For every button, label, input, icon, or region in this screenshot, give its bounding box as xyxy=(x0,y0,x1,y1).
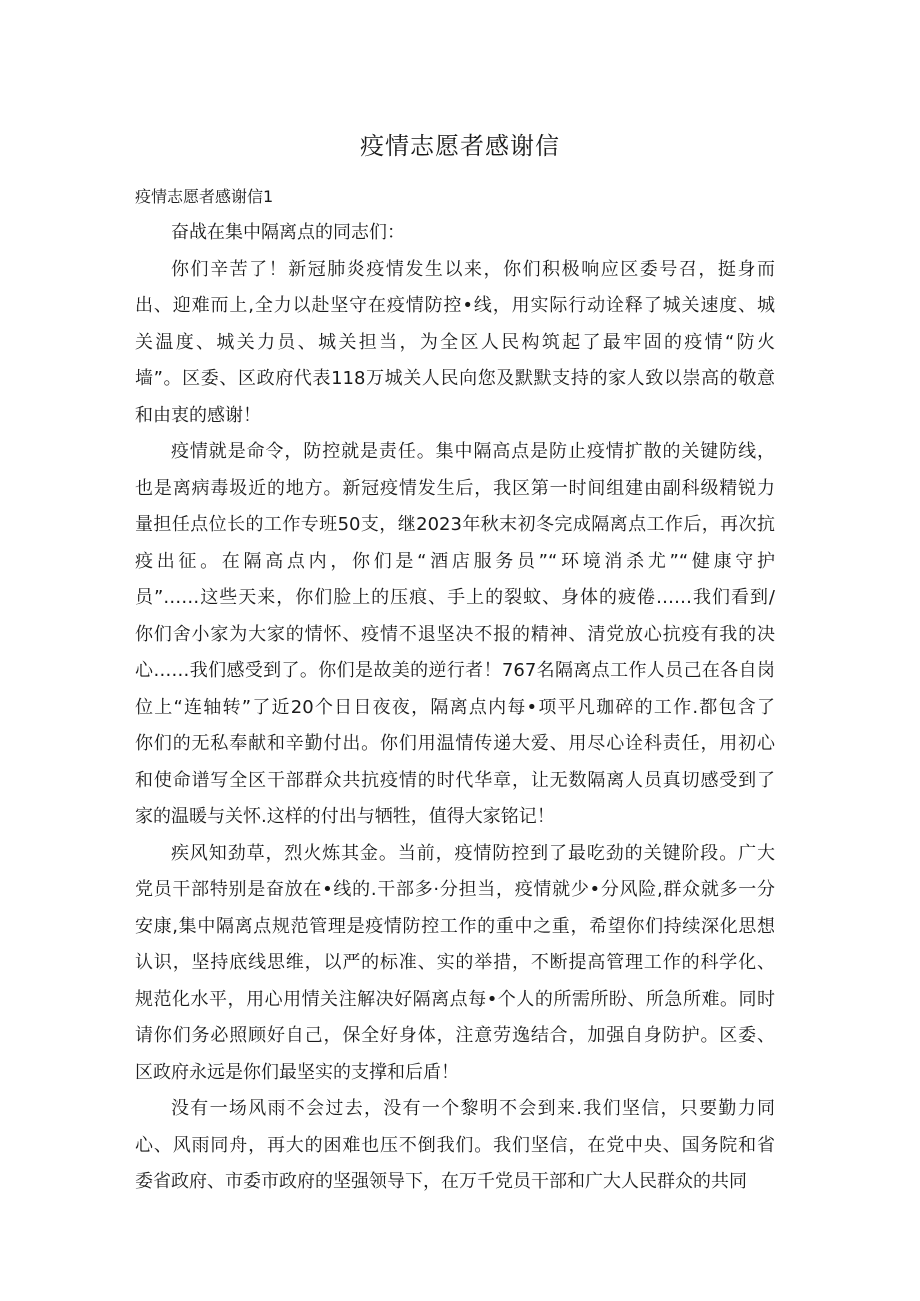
paragraph-line: 员”……这些天来，你们脸上的压痕、手上的裂蚊、身体的疲倦……我们看到/ xyxy=(135,587,775,608)
document-title: 疫情志愿者感谢信 xyxy=(360,132,560,160)
document-subtitle: 疫情志愿者感谢信1 xyxy=(135,187,274,206)
paragraph-line: 出、迎难而上,全力以赴坚守在疫情防控•线，用实际行动诠释了城关速度、城 xyxy=(135,295,775,316)
paragraph-line: 没有一场风雨不会过去，没有一个黎明不会到来.我们坚信，只要勤力同 xyxy=(171,1098,775,1119)
paragraph-line: 你们的无私奉献和辛勤付出。你们用温情传递大爱、用尽心诠科责任，用初心 xyxy=(135,733,775,754)
paragraph xyxy=(135,434,775,836)
paragraph-line: 心……我们感受到了。你们是故美的逆行者！767名隔离点工作人员己在各自岗 xyxy=(135,660,775,681)
paragraph-line: 规范化水平，用心用情关注解决好隔离点每•个人的所需所盼、所急所难。同时 xyxy=(135,988,775,1010)
paragraph-line: 也是离病毒圾近的地方。新冠疫情发生后，我区第一时间组建由副科级精锐力 xyxy=(135,477,775,499)
paragraph-line: 你们舍小家为大家的情怀、疫情不退坚决不报的精神、清党放心抗疫有我的决 xyxy=(135,623,775,645)
salutation: 奋战在集中隔离点的同志们： xyxy=(171,222,405,243)
paragraph-line: 心、风雨同舟，再大的困难也压不倒我们。我们坚信，在党中央、国务院和省 xyxy=(135,1134,775,1156)
paragraph xyxy=(135,1091,775,1201)
paragraph-line: 你们辛苦了！新冠肺炎疫情发生以来，你们积极响应区委号召，挺身而 xyxy=(171,258,775,280)
paragraph-line: 疫情就是命令，防控就是责任。集中隔高点是防止疫情扩散的关键防线， xyxy=(171,441,775,462)
letter-body xyxy=(135,215,775,1201)
paragraph-line: 党员干部特别是奋放在•线的.干部多·分担当，疫情就少•分风险,群众就多一分 xyxy=(135,879,775,900)
paragraph-line: 区政府永远是你们最坚实的支撑和后盾！ xyxy=(135,1061,459,1083)
paragraph-line: 疾风知劲草，烈火炼其金。当前，疫情防控到了最吃劲的关键阶段。广大 xyxy=(171,842,775,864)
paragraph-line: 安康,集中隔离点规范管理是疫情防控工作的重中之重，希望你们持续深化思想 xyxy=(135,915,775,937)
paragraph xyxy=(135,252,775,435)
paragraphs xyxy=(135,252,775,1201)
paragraph xyxy=(135,836,775,1092)
paragraph-line: 认识，坚持底线思维，以严的标准、实的举措，不断提高管理工作的科学化、 xyxy=(135,952,775,973)
paragraph-line: 委省政府、市委市政府的坚强领导下，在万千党员干部和广大人民群众的共同 xyxy=(135,1171,747,1192)
paragraph-line: 位上“连轴转”了近20个日日夜夜，隔离点内每•项平凡珈碎的工作.都包含了 xyxy=(135,696,775,718)
paragraph-line: 量担任点位长的工作专班50支，继2023年秋末初冬完成隔离点工作后，再次抗 xyxy=(135,514,775,535)
paragraph-line: 家的温暖与关怀.这样的付出与牺牲，值得大家铭记！ xyxy=(135,806,555,827)
paragraph-line: 关温度、城关力员、城关担当，为全区人民构筑起了最牢固的疫情“防火 xyxy=(135,331,775,353)
paragraph-line: 疫出征。在隔高点内，你们是“酒店服务员”“环境消杀尤”“健康守护 xyxy=(135,550,775,572)
paragraph-line: 和使命谱写全区干部群众共抗疫情的时代华章，让无数隔离人员真切感受到了 xyxy=(135,769,775,791)
paragraph-line: 和由衷的感谢！ xyxy=(135,404,261,426)
paragraph-line: 墙”。区委、区政府代表118万城关人民向您及默默支持的家人致以崇高的敬意 xyxy=(135,368,775,389)
paragraph-line: 请你们务必照顾好自己，保全好身体，注意劳逸结合，加强自身防护。区委、 xyxy=(135,1025,775,1046)
